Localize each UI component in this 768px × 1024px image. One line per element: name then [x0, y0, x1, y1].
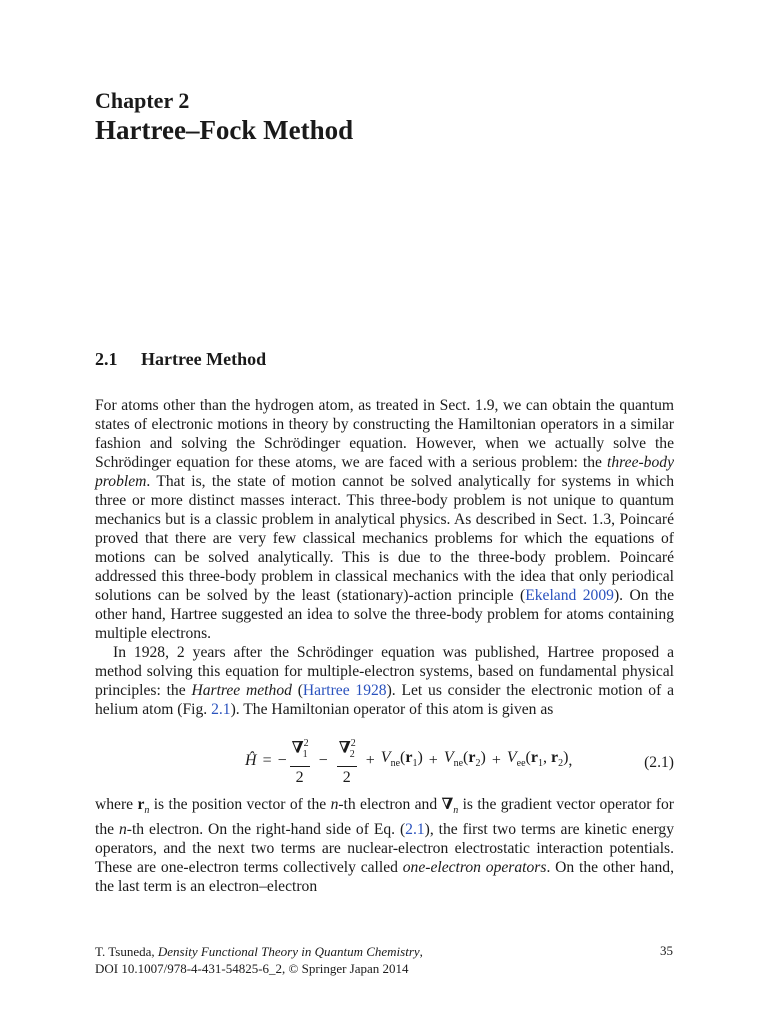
exponent: 2 — [350, 738, 356, 749]
footer-line-1 — [95, 943, 423, 960]
text-run: ), the first two terms are kinetic energy operators, and the next two terms are nuclear-electron electrostatic interaction potentials. These are one-electron terms collectively called — [95, 821, 674, 877]
footer-comma: , — [419, 944, 423, 959]
equals-sign: = — [262, 752, 272, 770]
text-run: ). On the other hand, Hartree suggested an idea to solve the three-body problem for atoms containing multiple electrons. — [95, 587, 674, 642]
nabla-symbol: ∇ — [338, 739, 351, 757]
equation-end-comma: , — [568, 752, 573, 770]
denominator: 2 — [295, 768, 304, 786]
subscript: n — [144, 805, 150, 817]
footer-author: T. Tsuneda, — [95, 944, 158, 959]
figure-reference[interactable]: 2.1 — [211, 701, 231, 718]
position-vector: r — [137, 796, 145, 813]
text-run: ). Let us consider the electronic motion of a helium atom (Fig. — [95, 682, 674, 718]
text-run: is the position vector of the — [149, 796, 331, 813]
section-number: 2.1 — [95, 349, 118, 369]
text-run: . That is, the state of motion cannot be solved analytically for systems in which three or more distinct masses interact. This three-body problem is not unique to quantum mechanics but is a classic problem in analytical physics. As described in Sect. 1.3, Poincaré proved that there are very few classical mechanics problems for which the equations of motions can be solved analytically. This is due to the three-body problem. Poincaré addressed this three-body problem in classical mechanics with the idea that only periodical solutions can be solved by the least (stationary)-action principle ( — [95, 473, 674, 604]
exponent: 2 — [303, 738, 309, 749]
comma: , — [542, 749, 547, 767]
text-run: is the gradient vector operator for the — [95, 796, 674, 839]
paragraph-1 — [95, 396, 674, 643]
footer-citation — [95, 943, 423, 977]
subscript: 2 — [349, 748, 355, 760]
potential-ne-1 — [381, 748, 423, 773]
plus-sign: + — [365, 752, 375, 770]
subscript: 1 — [302, 748, 308, 760]
subscript: ee — [516, 758, 526, 770]
citation-ekeland-2009[interactable]: Ekeland 2009 — [525, 587, 614, 604]
citation-hartree-1928[interactable]: Hartree 1928 — [302, 682, 387, 699]
text-run: -th electron. On the right-hand side of Eq. ( — [126, 821, 406, 839]
potential-symbol: V — [506, 749, 517, 767]
text-run: In 1928, 2 years after the Schrödinger equation was published, Hartree proposed a method solving this equation for multiple-electron systems, based on fundamental physical principles: the — [95, 644, 674, 699]
equation-reference[interactable]: 2.1 — [405, 821, 425, 839]
subscript: ne — [453, 758, 464, 770]
text-run: -th electron and — [338, 796, 442, 813]
footer-book-title: Density Functional Theory in Quantum Chemistry — [157, 944, 420, 959]
equation-2-1 — [95, 719, 674, 795]
position-vector: r — [405, 749, 413, 767]
subscript: n — [453, 805, 459, 817]
subscript: 2 — [475, 758, 481, 770]
paren: ( — [400, 749, 406, 767]
paragraph-3 — [95, 795, 674, 896]
position-vector: r — [550, 749, 559, 767]
paren: ) — [480, 749, 486, 767]
emphasis-three-body-problem: three-body problem — [95, 454, 674, 490]
nabla-symbol: ∇ — [291, 739, 304, 757]
page-number: 35 — [660, 943, 673, 958]
equation-number: (2.1) — [644, 754, 674, 771]
text-run: . On the other hand, the last term is an electron–electron — [95, 859, 675, 896]
denominator: 2 — [342, 768, 351, 786]
potential-symbol: V — [380, 749, 391, 767]
footer-line-2: DOI 10.1007/978-4-431-54825-6_2, © Springer Japan 2014 — [95, 961, 409, 976]
subscript: 1 — [537, 758, 543, 770]
text-run: For atoms other than the hydrogen atom, as treated in Sect. 1.9, we can obtain the quantum states of electronic motions in theory by constructing the Hamiltonian operators in a similar fashion and solving the Schrödinger equation. However, when we actually solve the Schrödinger equation for these atoms, we are faced with a serious problem: the — [95, 397, 674, 471]
paren: ) — [563, 749, 569, 767]
potential-ne-2 — [444, 748, 486, 773]
chapter-label: Chapter 2 — [95, 88, 190, 113]
minus-sign: − — [318, 752, 328, 770]
potential-ee — [507, 748, 569, 773]
emphasis-hartree-method: Hartree method — [191, 682, 292, 699]
index-n: n — [330, 796, 339, 813]
section-title: Hartree Method — [141, 349, 267, 369]
hamiltonian-symbol: Ĥ — [245, 752, 257, 770]
position-vector: r — [468, 749, 476, 767]
section-heading — [95, 349, 266, 370]
text-run: where — [95, 796, 138, 813]
minus-sign: − — [277, 752, 287, 770]
plus-sign: + — [491, 752, 501, 770]
potential-symbol: V — [443, 749, 454, 767]
subscript: 2 — [558, 758, 564, 770]
kinetic-term-2 — [337, 735, 357, 787]
nabla-symbol: ∇ — [441, 796, 454, 813]
hamiltonian-equation — [245, 735, 572, 787]
paren: ( — [525, 749, 531, 767]
paren: ) — [417, 749, 423, 767]
emphasis-one-electron-operators: one-electron operators — [402, 859, 547, 877]
body-text — [95, 396, 674, 896]
kinetic-term-1 — [290, 735, 310, 787]
position-vector: r — [530, 749, 538, 767]
text-run: ( — [291, 682, 303, 699]
chapter-title: Hartree–Fock Method — [95, 115, 354, 145]
paragraph-2 — [95, 643, 674, 719]
paren: ( — [463, 749, 469, 767]
text-run: ). The Hamiltonian operator of this atom is given as — [230, 701, 554, 718]
subscript: ne — [390, 758, 401, 770]
index-n: n — [118, 821, 127, 839]
plus-sign: + — [428, 752, 438, 770]
subscript: 1 — [412, 758, 418, 770]
